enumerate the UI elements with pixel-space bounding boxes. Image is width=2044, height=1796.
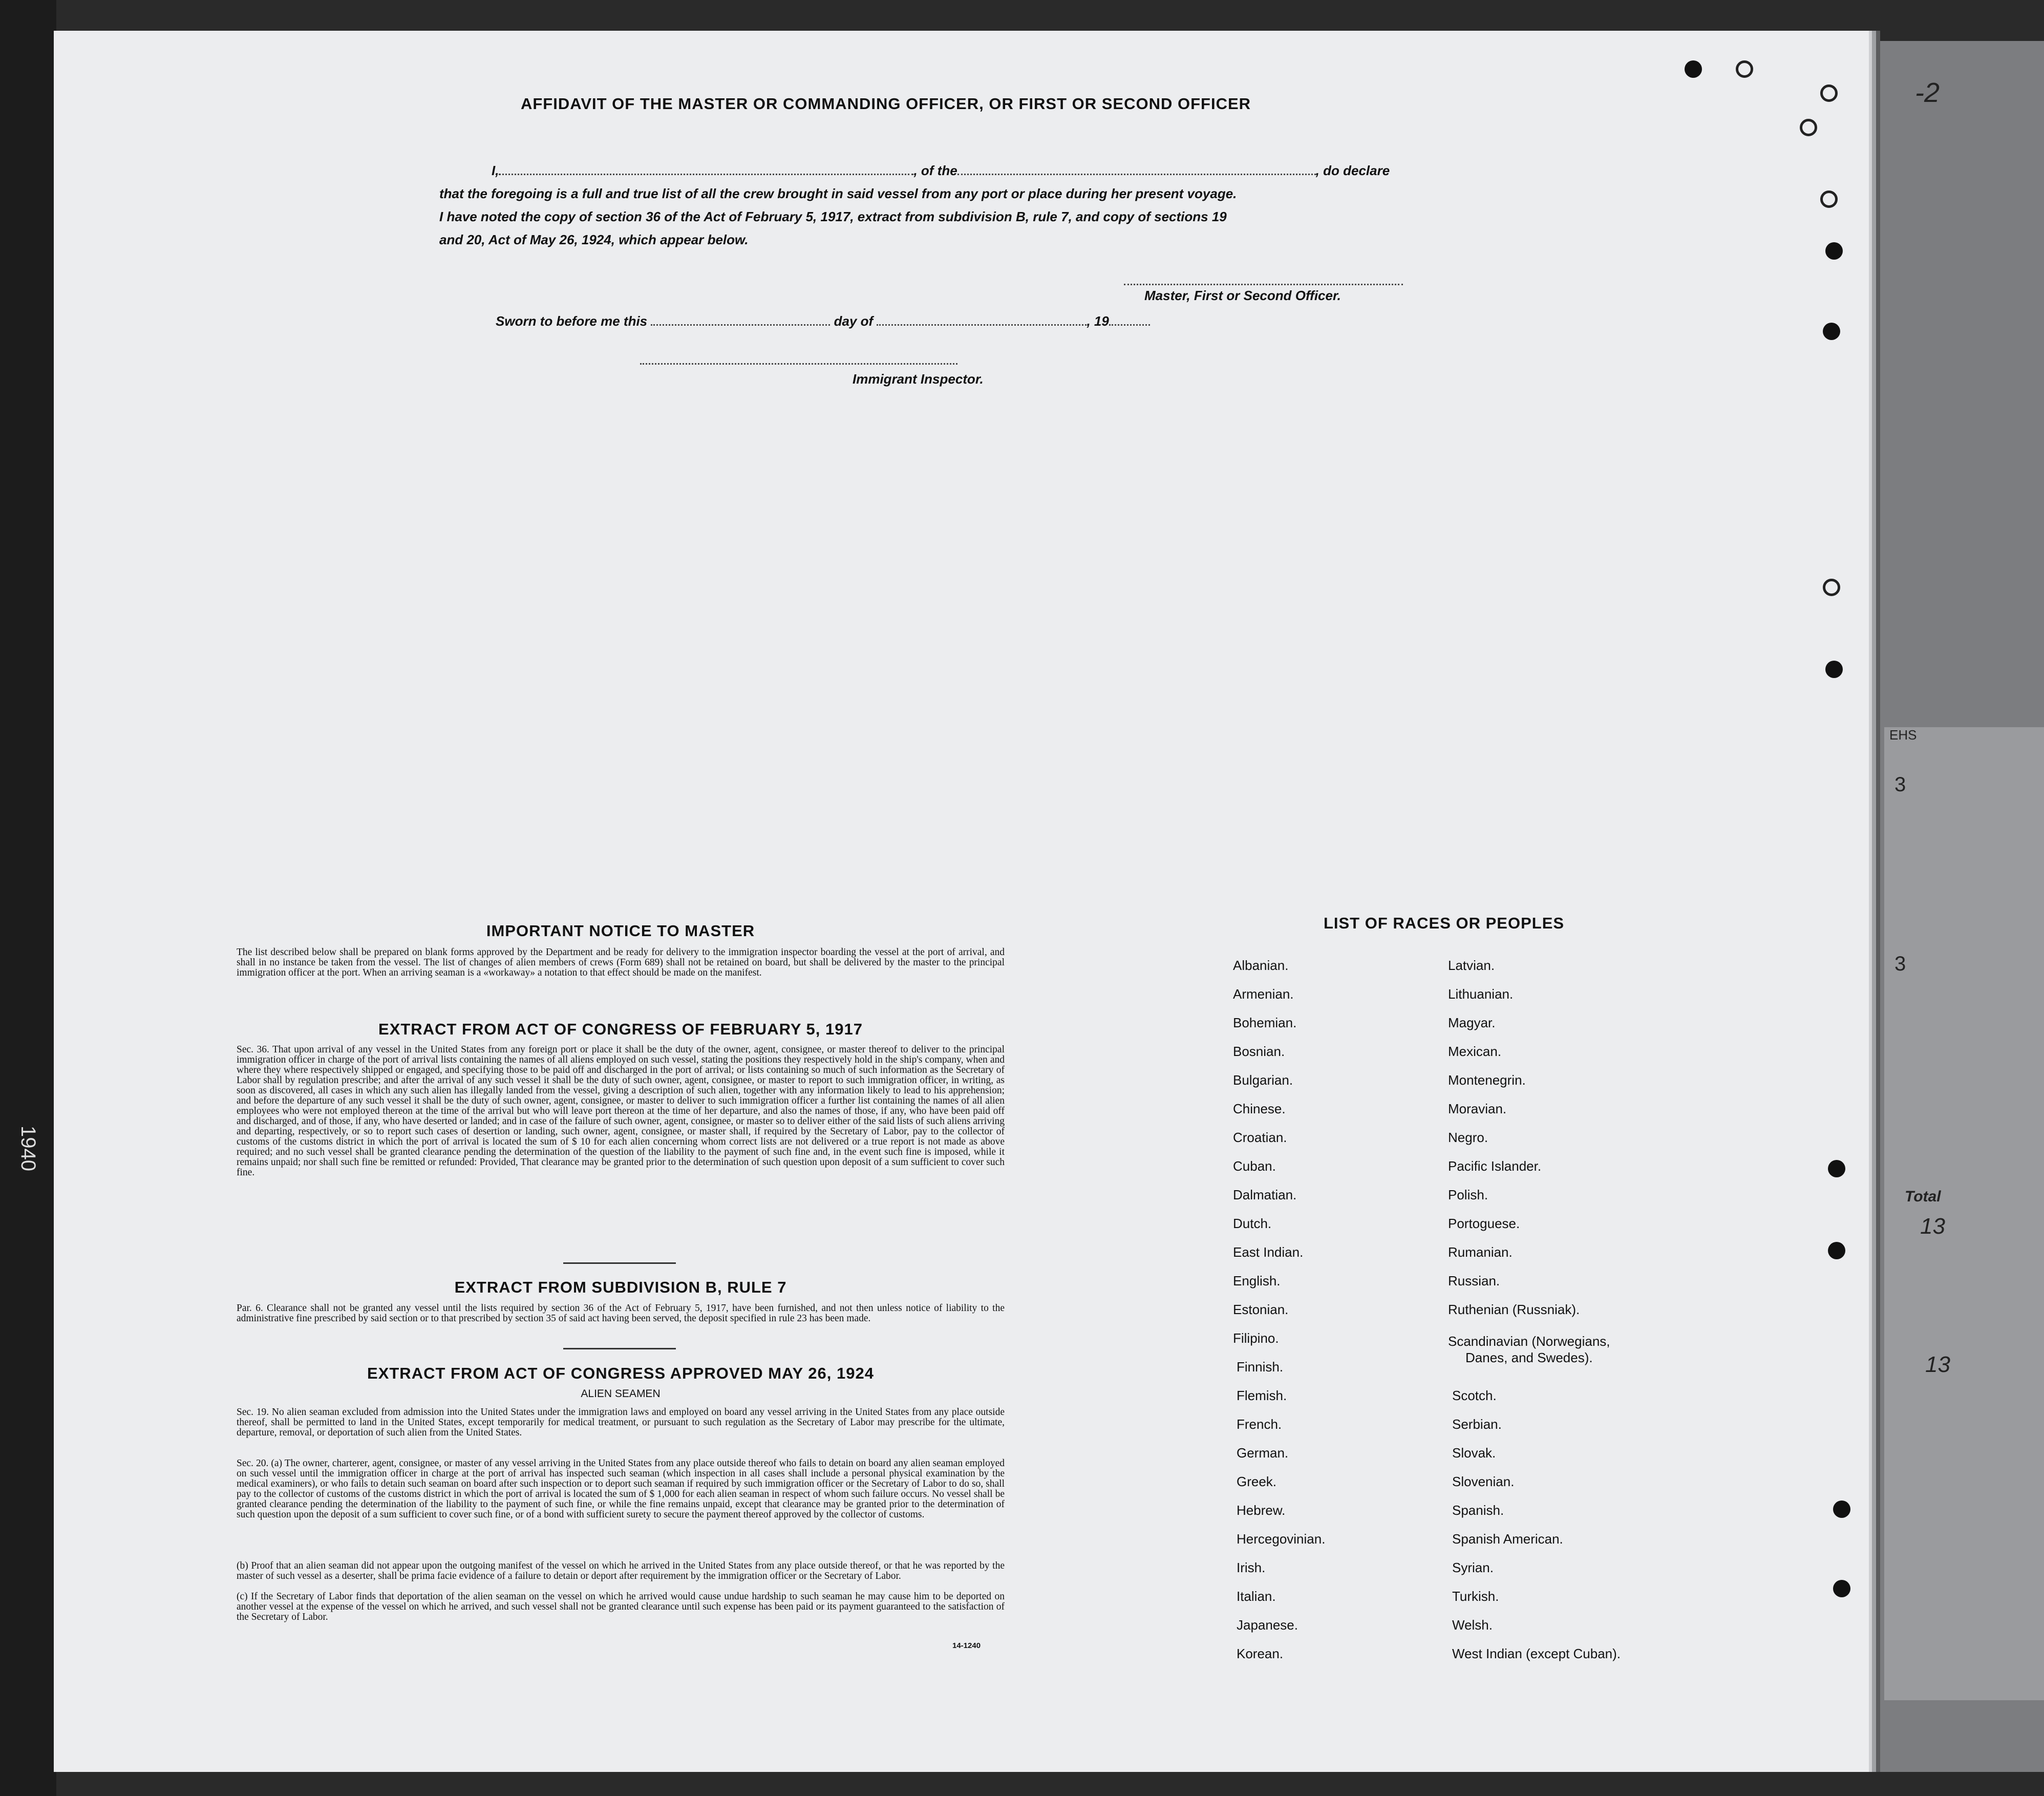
race-item: West Indian (except Cuban). bbox=[1452, 1646, 1621, 1661]
name-blank bbox=[499, 173, 913, 175]
form-number: 14-1240 bbox=[952, 1641, 981, 1650]
underlying-value: 3 bbox=[1894, 773, 1906, 796]
race-item: East Indian. bbox=[1233, 1244, 1304, 1260]
extract-1924-title: EXTRACT FROM ACT OF CONGRESS APPROVED MAY 26, 1924 bbox=[367, 1364, 874, 1382]
race-item: Scotch. bbox=[1452, 1388, 1497, 1403]
race-item: Welsh. bbox=[1452, 1617, 1493, 1633]
extract-1917-title: EXTRACT FROM ACT OF CONGRESS OF FEBRUARY 5, 1917 bbox=[378, 1020, 863, 1038]
sworn-label: Sworn to before me this bbox=[496, 313, 648, 329]
race-item: Flemish. bbox=[1237, 1388, 1287, 1403]
race-item: Latvian. bbox=[1448, 958, 1495, 973]
race-item: Magyar. bbox=[1448, 1015, 1496, 1030]
race-item: Portoguese. bbox=[1448, 1216, 1520, 1231]
punch-hole bbox=[1820, 191, 1838, 208]
race-item: Cuban. bbox=[1233, 1158, 1276, 1174]
alien-seamen-subtitle: ALIEN SEAMEN bbox=[581, 1388, 661, 1400]
race-item: Irish. bbox=[1237, 1560, 1266, 1575]
punch-hole bbox=[1833, 1580, 1850, 1597]
punch-hole bbox=[1825, 661, 1843, 678]
race-item: Bulgarian. bbox=[1233, 1072, 1293, 1088]
affidavit-title: AFFIDAVIT OF THE MASTER OR COMMANDING OFFICER, OR FIRST OR SECOND OFFICER bbox=[520, 95, 1251, 113]
race-item: Greek. bbox=[1237, 1474, 1277, 1489]
punch-hole bbox=[1828, 1242, 1845, 1259]
binder-edge bbox=[0, 0, 56, 1796]
race-item: German. bbox=[1237, 1445, 1289, 1461]
race-item: Turkish. bbox=[1452, 1589, 1499, 1604]
race-item: Estonian. bbox=[1233, 1302, 1289, 1317]
sec20a-text: Sec. 20. (a) The owner, charterer, agent, consignee, or master of any vessel arriving in the United States from any place outside thereof who fails to detain on board any alien seaman employed on such vessel until the immigration officer in charge at the port of arrival has inspected such seaman (which inspection in all cases shall include a personal physical examination by the medical examiners), or who fails to detain such seaman on board after such inspection or to deport such seaman if required by such immigration officer or the Secretary of Labor to do so, shall pay to the collector of customs of the customs district in which the port of arrival is located the sum of $ 1,000 for each alien seaman in respect of whom such failure occurs. No vessel shall be granted clearance pending the determination of the liability to the payment of such fine, or while the fine remains unpaid, except that clearance may be granted prior to the determination of such question upon the deposit of a sum sufficient to cover such fine, or of a bond with sufficient surety to secure the payment thereof approved by the collector of customs. bbox=[237, 1458, 1005, 1520]
race-item: Danes, and Swedes). bbox=[1465, 1350, 1593, 1365]
binder-stamp: 1940 bbox=[16, 1126, 39, 1171]
race-item: Chinese. bbox=[1233, 1101, 1286, 1116]
race-item: Montenegrin. bbox=[1448, 1072, 1526, 1088]
punch-hole bbox=[1828, 1160, 1845, 1177]
affidavit-line4: and 20, Act of May 26, 1924, which appear below. bbox=[439, 232, 749, 247]
corner-mark: -2 bbox=[1915, 77, 1940, 108]
notice-text: The list described below shall be prepared on blank forms approved by the Department and be ready for delivery to the immigration inspector boarding the vessel at the port of arrival, and shall in no instance be taken from the vessel. The list of changes of alien members of crews (Form 689) shall not be retained on board, but shall be delivered by the master to the principal immigration officer at the port. When an arriving seaman is a «workaway» a notation to that effect should be made on the manifest. bbox=[237, 947, 1005, 978]
underlying-page-column bbox=[1884, 727, 2044, 1700]
affidavit-declare: , do declare bbox=[1315, 163, 1390, 178]
punch-hole bbox=[1800, 119, 1817, 136]
inspector-label: Immigrant Inspector. bbox=[853, 371, 984, 387]
race-item: Hercegovinian. bbox=[1237, 1531, 1326, 1547]
race-item: Serbian. bbox=[1452, 1417, 1502, 1432]
race-item: Mexican. bbox=[1448, 1044, 1502, 1059]
punch-hole bbox=[1823, 323, 1840, 340]
vessel-blank bbox=[957, 173, 1316, 175]
master-signature-blank bbox=[1124, 283, 1403, 285]
race-item: Korean. bbox=[1237, 1646, 1284, 1661]
extract-1917-text: Sec. 36. That upon arrival of any vessel in the United States from any foreign port or place it shall be the duty of the owner, agent, consignee, or master thereof to deliver to the principal immigration officer in charge of the port of arrival lists containing the names of all aliens employed on such vessel, stating the positions they respectively hold in the ship's company, when and where they where respectively shipped or engaged, and specifying those to be paid off and discharged in the port of arrival; or lists containing so much of such information as the Secretary of Labor shall by regulation prescribe; and after the arrival of any such vessel it shall be the duty of such owner, agent, consignee, or master to report to such immigration officer, in writing, as soon as discovered, all cases in which any such alien has illegally landed from the vessel, giving a description of such alien, together with any information likely to lead to his apprehension; and before the departure of any such vessel it shall be the duty of such owner, agent, consignee, or master to deliver to such immigration officer a further list containing the names of all alien employees who were not employed thereon at the time of the arrival but who will leave port thereon at the time of her departure, and also the names of those, if any, who have been paid off and discharged, and of those, if any, who have deserted or landed; and in case of the failure of such owner, agent, consignee, or master so to deliver either of the said lists of such aliens arriving and departing, respectively, or so to report such cases of desertion or landing, such owner, agent, consignee, or master shall, if required by the Secretary of Labor, pay to the collector of customs of the customs district in which the port of arrival is located the sum of $ 10 for each alien concerning whom correct lists are not delivered or a true report is not made as above required; and no such vessel shall be granted clearance pending the determination of the question of the liability to the payment of such fine and, in the event such fine is imposed, while it remains unpaid; nor shall such fine be remitted or refunded: Provided, That clearance may be granted prior to the determination of such question upon deposit of a sum sufficient to cover such fine. bbox=[237, 1044, 1005, 1178]
punch-hole bbox=[1685, 60, 1702, 78]
races-title: LIST OF RACES OR PEOPLES bbox=[1323, 914, 1565, 932]
race-item: Syrian. bbox=[1452, 1560, 1494, 1575]
sec19-text: Sec. 19. No alien seaman excluded from admission into the United States under the immigration laws and employed on board any vessel arriving in the United States from any place outside thereof, shall be permitted to land in the United States, except temporarily for medical treatment, or pursuant to such regulation as the Secretary of Labor may prescribe for the ultimate, departure, removal, or deportation of such alien from the United States. bbox=[237, 1407, 1005, 1438]
race-item: Hebrew. bbox=[1237, 1503, 1286, 1518]
day-of-label: day of bbox=[834, 313, 874, 329]
race-item: Bohemian. bbox=[1233, 1015, 1297, 1030]
race-item: Spanish American. bbox=[1452, 1531, 1563, 1547]
affidavit-of-the: , of the bbox=[913, 163, 957, 178]
race-item: Italian. bbox=[1237, 1589, 1276, 1604]
underlying-total-value: 13 bbox=[1920, 1214, 1945, 1239]
race-item: Negro. bbox=[1448, 1130, 1488, 1145]
race-item: French. bbox=[1237, 1417, 1282, 1432]
race-item: Bosnian. bbox=[1233, 1044, 1285, 1059]
race-item: Moravian. bbox=[1448, 1101, 1507, 1116]
race-item: Armenian. bbox=[1233, 986, 1294, 1002]
race-item: Slovenian. bbox=[1452, 1474, 1515, 1489]
underlying-value: 3 bbox=[1894, 953, 1906, 975]
underlying-total-label: Total bbox=[1905, 1188, 1941, 1205]
race-item: Polish. bbox=[1448, 1187, 1488, 1202]
notice-title: IMPORTANT NOTICE TO MASTER bbox=[486, 922, 755, 940]
affidavit-i: I, bbox=[492, 163, 499, 178]
sec20b-text: (b) Proof that an alien seaman did not appear upon the outgoing manifest of the vessel on which he arrived in the United States from any place outside thereof, or that he was reported by the master of such vessel as a deserter, shall be prima facie evidence of a failure to detain or deport after requirement by the immigration officer or the Secretary of Labor. bbox=[237, 1560, 1005, 1581]
affidavit-line3: I have noted the copy of section 36 of the Act of February 5, 1917, extract from subdivision B, rule 7, and copy of sections 19 bbox=[439, 209, 1227, 224]
sworn-line bbox=[496, 313, 1150, 329]
divider bbox=[563, 1348, 676, 1349]
race-item: Finnish. bbox=[1237, 1359, 1284, 1375]
race-item: Russian. bbox=[1448, 1273, 1500, 1288]
punch-hole bbox=[1833, 1501, 1850, 1518]
year-prefix: , 19 bbox=[1087, 313, 1109, 329]
punch-hole bbox=[1820, 84, 1838, 102]
race-item: English. bbox=[1233, 1273, 1281, 1288]
race-item: Croatian. bbox=[1233, 1130, 1287, 1145]
race-item: Pacific Islander. bbox=[1448, 1158, 1542, 1174]
master-signature-label: Master, First or Second Officer. bbox=[1144, 288, 1341, 303]
inspector-signature-blank bbox=[640, 363, 957, 365]
affidavit-line2: that the foregoing is a full and true list of all the crew brought in said vessel from any port or place during her present voyage. bbox=[439, 186, 1237, 201]
race-item: Dalmatian. bbox=[1233, 1187, 1297, 1202]
punch-hole bbox=[1736, 60, 1753, 78]
year-blank bbox=[1109, 324, 1150, 326]
sec20c-text: (c) If the Secretary of Labor finds that deportation of the alien seaman on the vessel on which he arrived would cause undue hardship to such seaman he may cause him to be deported on another vessel at the expense of the vessel on which he arrived, and such vessel shall not be granted clearance until such expense has been paid or its payment guaranteed to the satisfaction of the Secretary of Labor. bbox=[237, 1591, 1005, 1622]
race-item: Ruthenian (Russniak). bbox=[1448, 1302, 1580, 1317]
affidavit-line1 bbox=[492, 163, 1390, 179]
underlying-total-value: 13 bbox=[1925, 1352, 1950, 1377]
sworn-day-blank bbox=[651, 324, 830, 326]
race-item: Japanese. bbox=[1237, 1617, 1298, 1633]
race-item: Spanish. bbox=[1452, 1503, 1504, 1518]
race-item: Filipino. bbox=[1233, 1330, 1279, 1346]
race-item: Dutch. bbox=[1233, 1216, 1272, 1231]
race-item: Scandinavian (Norwegians, bbox=[1448, 1334, 1610, 1349]
sworn-month-blank bbox=[877, 324, 1087, 326]
race-item: Albanian. bbox=[1233, 958, 1289, 973]
underlying-header-ehs: EHS bbox=[1889, 727, 1917, 743]
punch-hole bbox=[1825, 242, 1843, 260]
punch-hole bbox=[1823, 579, 1840, 596]
extract-rule7-text: Par. 6. Clearance shall not be granted any vessel until the lists required by section 36 of the Act of February 5, 1917, have been furnished, and not then unless notice of liability to the administrative fine prescribed by said section or to that prescribed by section 35 of said act having been served, the deposit specified in rule 23 has been made. bbox=[237, 1303, 1005, 1324]
race-item: Rumanian. bbox=[1448, 1244, 1513, 1260]
race-item: Slovak. bbox=[1452, 1445, 1496, 1461]
extract-rule7-title: EXTRACT FROM SUBDIVISION B, RULE 7 bbox=[454, 1278, 787, 1296]
race-item: Lithuanian. bbox=[1448, 986, 1514, 1002]
divider bbox=[563, 1262, 676, 1264]
